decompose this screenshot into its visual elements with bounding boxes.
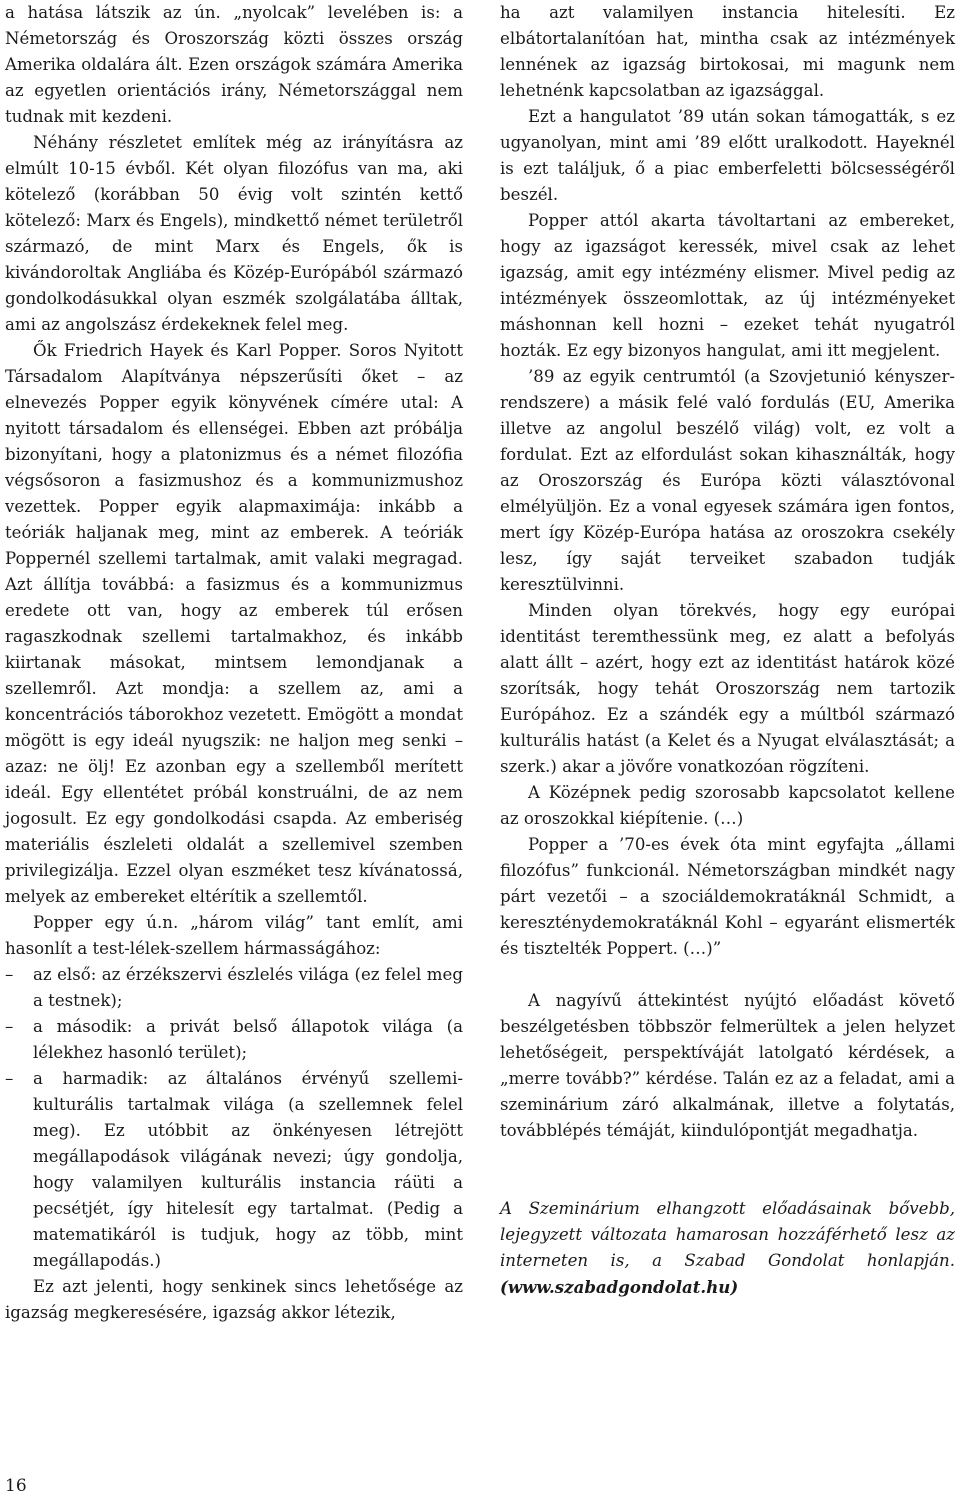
right-column xyxy=(500,0,955,1301)
paragraph: a hatása látszik az ún. „nyolcak” levelében is: a Németország és Oroszország közti összes ország Amerika oldalára ált. Ezen országok számára Amerika az egyetlen orientációs irány, Németországgal nem tudnak mit kezdeni. xyxy=(5,3,463,126)
paragraph: A Középnek pedig szorosabb kapcsolatot kellene az oroszokkal kiépítenie. (…) xyxy=(500,783,955,828)
paragraph: ’89 az egyik centrumtól (a Szovjetunió kényszer-rendszere) a másik felé való fordulás (EU, Amerika illetve az angolul beszélő világ) volt, ez volt a fordulat. Ezt az elfordulást sokan kihasználták, hogy az Oroszország és Európa közti választóvonal elmélyüljön. Ez a vonal egyesek számára igen fontos, mert így Közép-Európa hatása az oroszokra csekély lesz, így saját terveiket szabadon tudják keresztülvinni. xyxy=(500,367,955,594)
three-worlds-list xyxy=(5,962,463,1274)
list-item: – a harmadik: az általános érvényű szellemi-kulturális tartalmak világa (a szellemnek felel meg). Ez utóbbit az önkényesen létrejött megállapodások világának nevezi; úgy gondolja, hogy valamilyen kulturális instancia ráüti a pecsétjét, így hitelesít egy tartalmat. (Pedig a matematikáról is tudjuk, hogy az több, mint megállapodás.) xyxy=(5,1066,463,1274)
closing-note-text: A Szeminárium elhangzott előadásainak bővebb, lejegyzett változata hamarosan hozzáférhető lesz az interneten is, a Szabad Gondolat honlapján. xyxy=(500,1199,955,1270)
page-number: 16 xyxy=(5,1476,27,1496)
left-column xyxy=(5,0,463,1326)
website-link[interactable]: (www.szabadgondolat.hu) xyxy=(500,1277,739,1297)
paragraph: Néhány részletet említek még az irányításra az elmúlt 10-15 évből. Két olyan filozófus van ma, aki kötelező (korábban 50 évig volt szintén kettő kötelező: Marx és Engels), mindkettő német területről származó, de mint Marx és Engels, ők is kivándoroltak Angliába és Közép-Európából származó gondolkodásukkal olyan eszmék szolgálatába álltak, ami az angolszász érdekeknek felel meg. xyxy=(5,133,463,334)
paragraph: Popper a ’70-es évek óta mint egyfajta „állami filozófus” funkcionál. Németországban mindkét nagy párt vezetői – a szociáldemokratáknál Schmidt, a kereszténydemokratáknál Kohl – egyaránt elismerték és tisztelték Poppert. (…)” xyxy=(500,835,955,958)
list-item: – az első: az érzékszervi észlelés világa (ez felel meg a testnek); xyxy=(5,962,463,1014)
paragraph: Minden olyan törekvés, hogy egy európai identitást teremthessünk meg, ez alatt a befolyás alatt állt – azért, hogy ezt az identitást határok közé szorítsák, hogy tehát Oroszország nem tartozik Európához. Ez a szándék egy a múltból származó kulturális hatást (a Kelet és a Nyugat elválasztását; a szerk.) akar a jövőre vonatkozóan rögzíteni. xyxy=(500,601,955,776)
paragraph: Popper attól akarta távoltartani az embereket, hogy az igazságot keressék, mivel csak az lehet igazság, amit egy intézmény elismer. Mivel pedig az intézmények összeomlottak, az új intézményeket máshonnan kell hozni – ezeket tehát nyugatról hozták. Ez egy bizonyos hangulat, ami itt megjelent. xyxy=(500,211,955,360)
paragraph: Ezt a hangulatot ’89 után sokan támogatták, s ez ugyanolyan, mint ami ’89 előtt uralkodott. Hayeknél is ezt találjuk, ő a piac emberfeletti bölcsességéről beszél. xyxy=(500,107,955,204)
paragraph: A nagyívű áttekintést nyújtó előadást követő beszélgetésben többször felmerültek a jelen helyzet lehetőségeit, perspektíváját latolgató kérdések, a „merre tovább?” kérdése. Talán ez az a feladat, ami a szeminárium záró alkalmának, illetve a folytatás, továbblépés témáját, kiindulópontját megadhatja. xyxy=(500,991,955,1140)
paragraph: Popper egy ú.n. „három világ” tant említ, ami hasonlít a test-lélek-szellem hármasságához: xyxy=(5,913,463,958)
paragraph: Ők Friedrich Hayek és Karl Popper. Soros Nyitott Társadalom Alapítványa népszerűsíti őket – az elnevezés Popper egyik könyvének címére utal: A nyitott társadalom és ellenségei. Ebben azt próbálja bizonyítani, hogy a platonizmus és a német filozófia végsősoron a fasizmushoz és a kommunizmushoz vezettek. Popper egyik alapmaximája: inkább a teóriák haljanak meg, mint az emberek. A teóriák Poppernél szellemi tartalmak, amit valaki megragad. Azt állítja továbbá: a fasizmus és a kommunizmus eredete ott van, hogy az emberek túl erősen ragaszkodnak szellemi tartalmakhoz, és inkább kiirtanak másokat, mintsem lemondjanak a szellemről. Azt mondja: a szellem az, ami a koncentrációs táborokhoz vezetett. Emögött a mondat mögött is egy ideál nyugszik: ne haljon meg senki – azaz: ne ölj! Ez azonban egy a szellemből merített ideál. Egy ellentétet próbál konstruálni, de az nem jogosult. Ez egy gondolkodási csapda. Az emberiség materiális észleleti oldalát a szellemivel szemben privilegizálja. Ezzel olyan eszméket tesz kívánatossá, melyek az embereket eltérítik a szellemtől. xyxy=(5,341,463,906)
list-item: – a második: a privát belső állapotok világa (a lélekhez hasonló terület); xyxy=(5,1014,463,1066)
paragraph: ha azt valamilyen instancia hitelesíti. Ez elbátortalanítóan hat, mintha csak az intézmények lennének az igazság birtokosai, mi magunk nem lehetnénk kapcsolatban az igazsággal. xyxy=(500,3,955,100)
closing-note xyxy=(500,1196,955,1301)
paragraph: Ez azt jelenti, hogy senkinek sincs lehetősége az igazság megkeresésére, igazság akkor létezik, xyxy=(5,1277,463,1322)
